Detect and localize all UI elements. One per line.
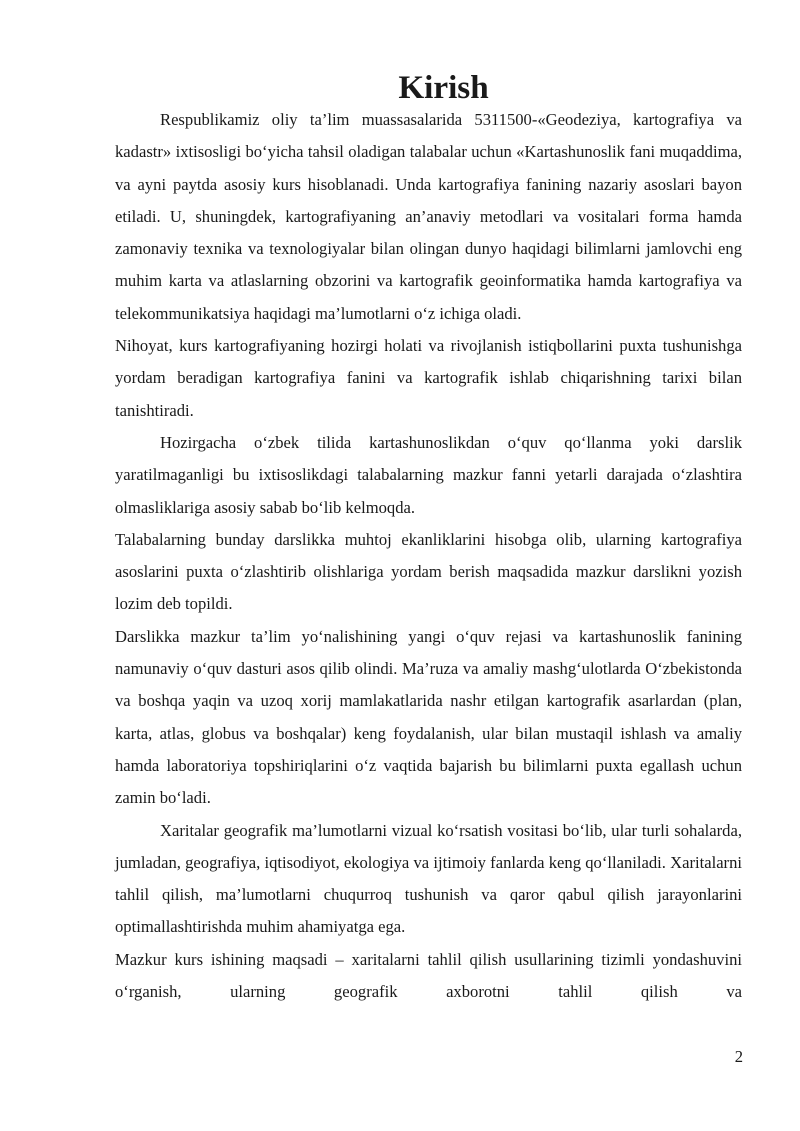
page-title: Kirish xyxy=(398,69,489,106)
paragraph-2: Nihoyat, kurs kartografiyaning hozirgi holati va rivojlanish istiqbollarini puxta tushunishga yordam beradigan kartografiya fanini va kartografik ishlab chiqarishning tarixi bilan tanishtiradi. xyxy=(115,336,742,420)
page-number: 2 xyxy=(734,1047,743,1066)
paragraph-3: Hozirgacha o‘zbek tilida kartashunoslikdan o‘quv qo‘llanma yoki darslik yaratilmaganligi bu ixtisoslikdagi talabalarning mazkur fanni yetarli darajada o‘zlashtira olmasliklariga asosiy sabab bo‘lib kelmoqda. xyxy=(115,432,742,517)
paragraph-6: Xaritalar geografik ma’lumotlarni vizual ko‘rsatish vositasi bo‘lib, ular turli sohalarda, jumladan, geografiya, iqtisodiyot, ekologiya va ijtimoiy fanlarda keng qo‘llaniladi. Xaritalarni tahlil qilish, ma’lumotlarni chuqurroq tushunish va qaror qabul qilish jarayonlarini optimallashtirishda muhim ahamiyatga ega. xyxy=(115,820,742,937)
document-body xyxy=(115,69,742,1008)
paragraph-1: Respublikamiz oliy ta’lim muassasalarida 5311500-«Geodeziya, kartografiya va kadastr» ixtisosligi bo‘yicha tahsil oladigan talabalar uchun «Kartashunoslik fani muqaddima, va ayni paytda asosiy kurs hisoblanadi. Unda kartografiya fanining nazariy asoslari bayon etiladi. U, shuningdek, kartografiyaning an’anaviy metodlari va vositalari forma hamda zamonaviy texnika va texnologiyalar bilan olingan dunyo haqidagi bilimlarni jamlovchi eng muhim karta va atlaslarning obzorini va kartografik geoinformatika hamda kartografiya va telekommunikatsiya haqidagi ma’lumotlarni o‘z ichiga oladi. xyxy=(115,110,742,323)
paragraph-5: Darslikka mazkur ta’lim yo‘nalishining yangi o‘quv rejasi va kartashunoslik fanining namunaviy o‘quv dasturi asos qilib olindi. Ma’ruza va amaliy mashg‘ulotlarda O‘zbekistonda va boshqa yaqin va uzoq xorij mamlakatlarida nashr etilgan kartografik asarlardan (plan, karta, atlas, globus va boshqalar) keng foydalanish, ular bilan mustaqil ishlash va amaliy hamda laboratoriya topshiriqlarini o‘z vaqtida bajarish bu bilimlarni puxta egallash uchun zamin bo‘ladi. xyxy=(115,626,742,808)
paragraph-7: Mazkur kurs ishining maqsadi – xaritalarni tahlil qilish usullarining tizimli yondashuvini o‘rganish, ularning geografik axborotni tahlil qilish va xyxy=(115,949,742,1002)
paragraph-4: Talabalarning bunday darslikka muhtoj ekanliklarini hisobga olib, ularning kartografiya asoslarini puxta o‘zlashtirib olishlariga yordam berish maqsadida mazkur darslikni yozish lozim deb topildi. xyxy=(115,529,742,614)
